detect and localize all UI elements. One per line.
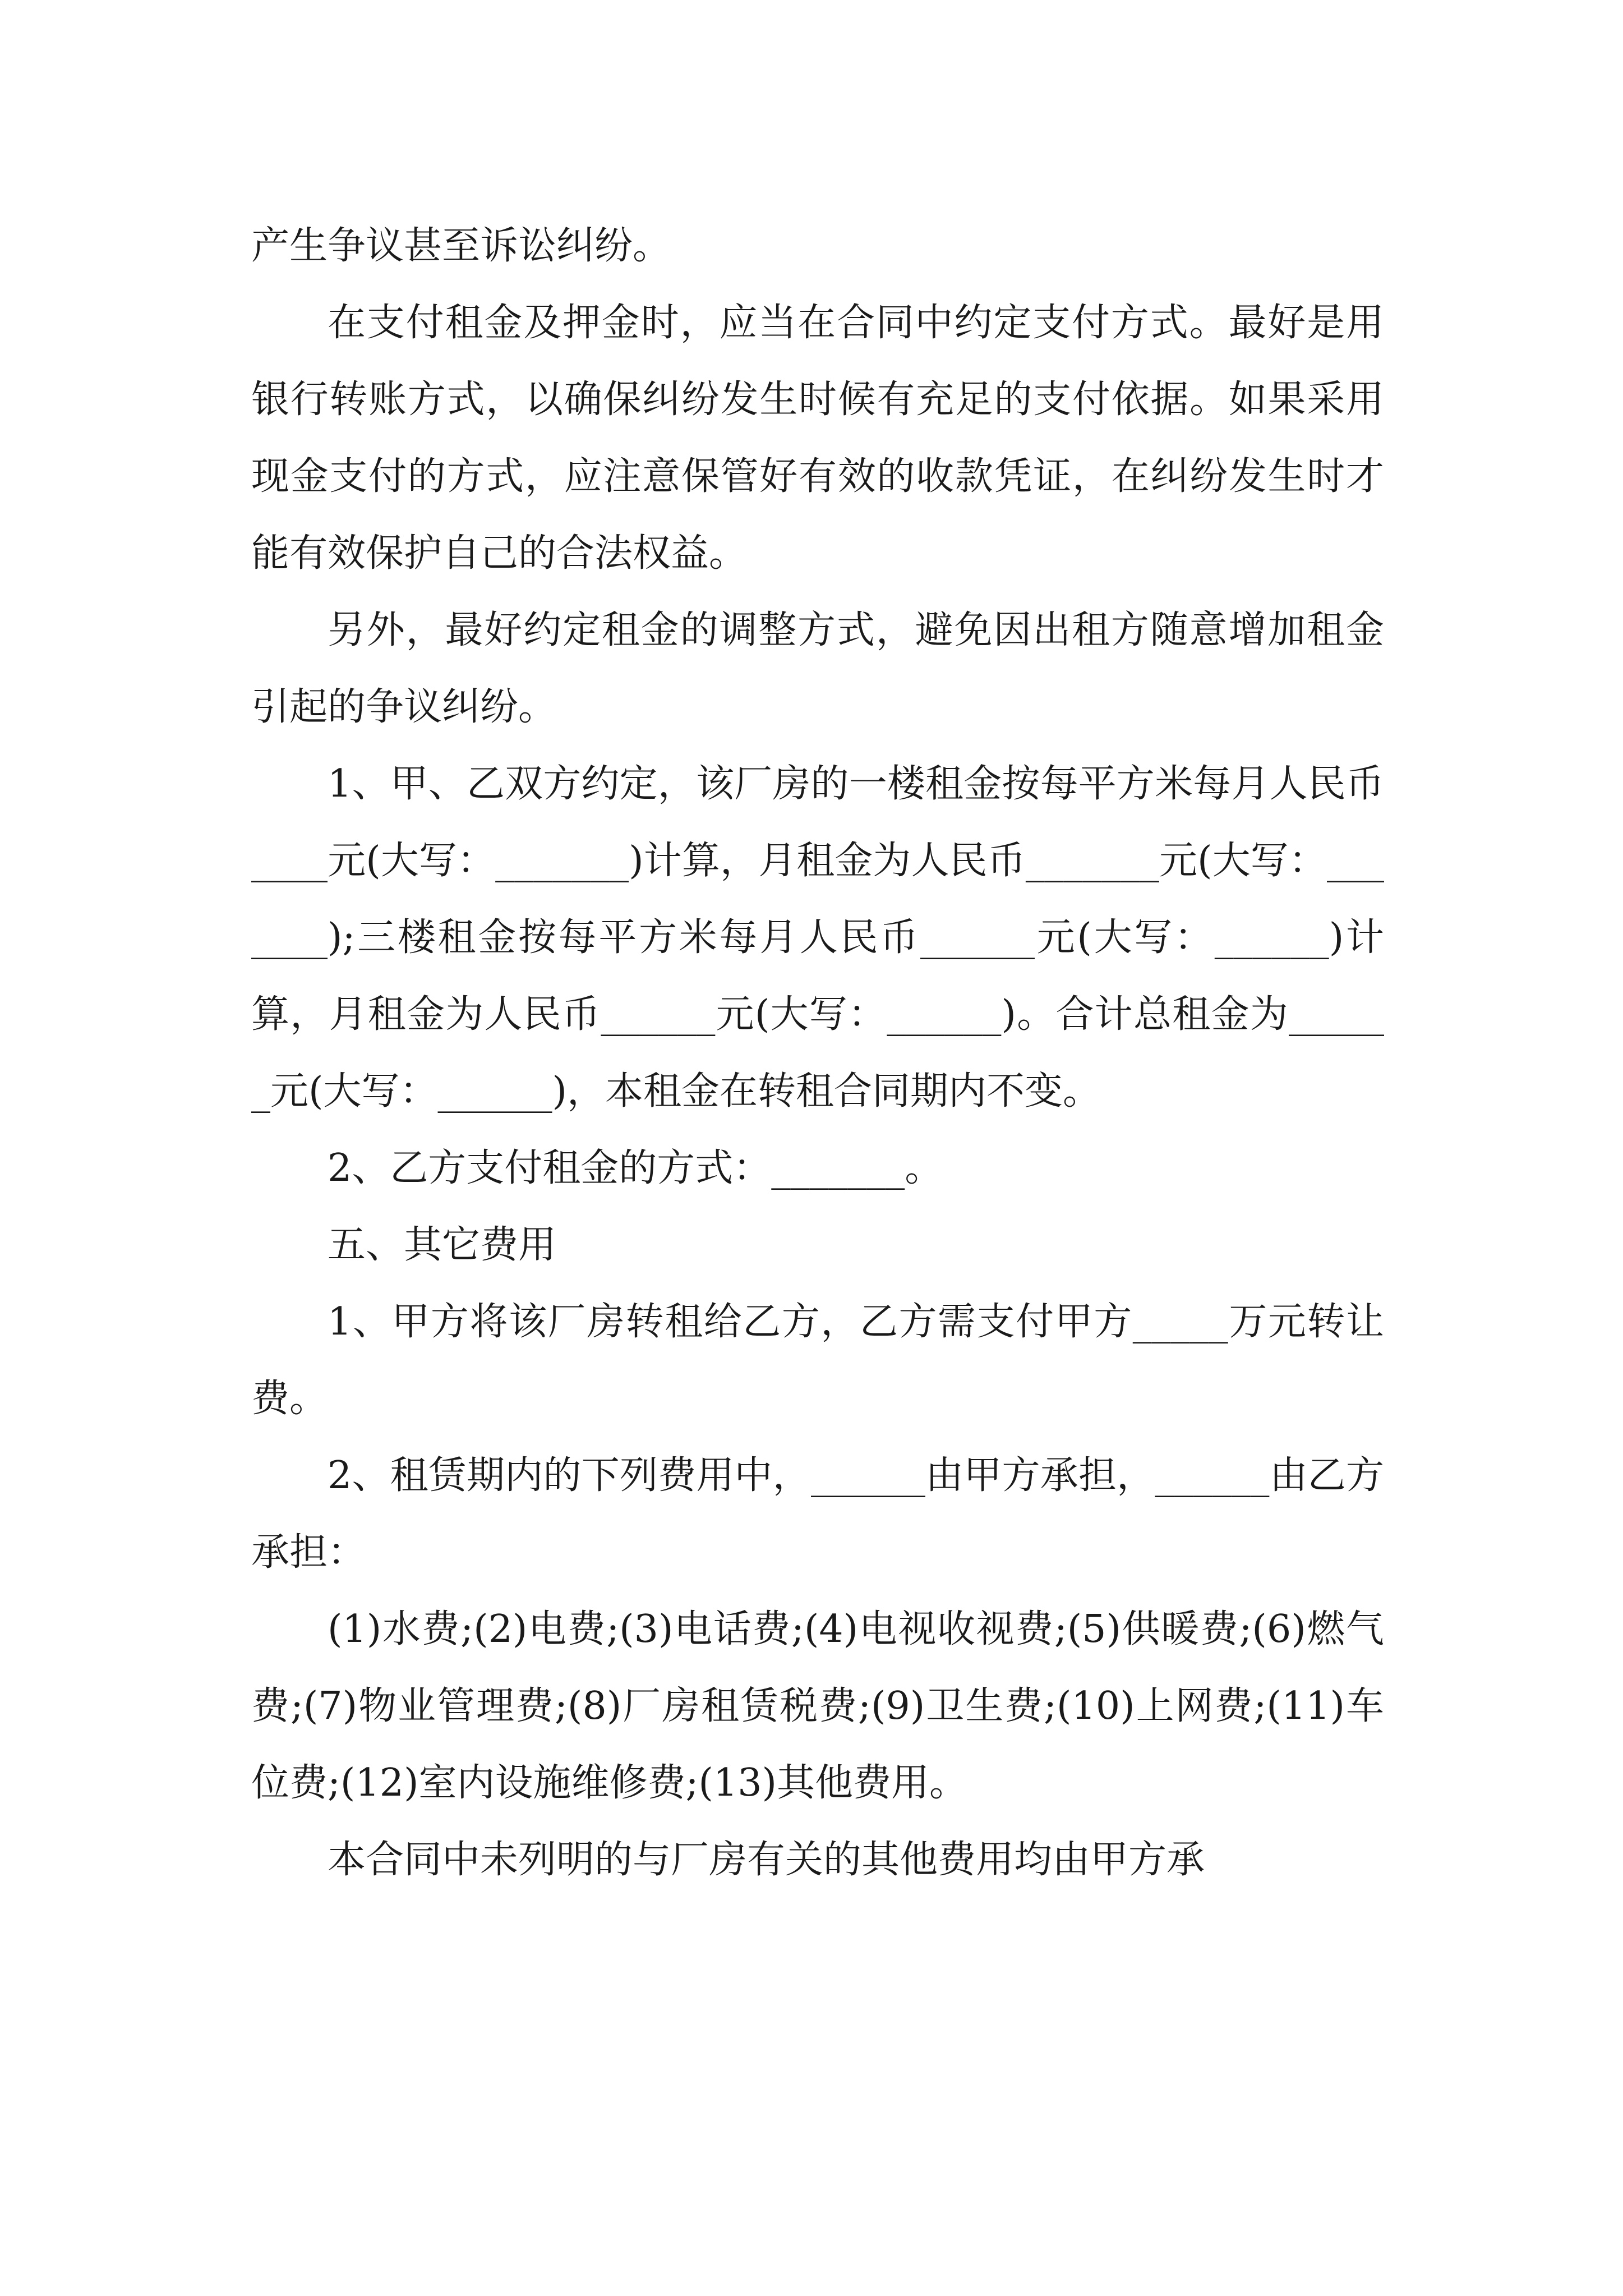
paragraph-unlisted-fees: 本合同中未列明的与厂房有关的其他费用均由甲方承 (328, 1838, 1205, 1882)
clause-transfer-fee: 1、甲方将该厂房转租给乙方，乙方需支付甲方_____万元转让费。 (251, 1300, 1384, 1421)
clause-rent-amount: 1、甲、乙双方约定，该厂房的一楼租金按每平方米每月人民币____元(大写：_______)计算，月租金为人民币_______元(大写：_______);三楼租金按每平方米每月人民币______元(大写：______)计算，月租金为人民币______元(大写：______)。合计总租金为______元(大写：______)，本租金在转租合同期内不变。 (251, 762, 1384, 1114)
paragraph-payment-method-advice: 在支付租金及押金时，应当在合同中约定支付方式。最好是用银行转账方式，以确保纠纷发生时候有充足的支付依据。如果采用现金支付的方式，应注意保管好有效的收款凭证，在纠纷发生时才能有效保护自己的合法权益。 (251, 301, 1384, 576)
section-heading-other-fees: 五、其它费用 (328, 1223, 557, 1267)
fee-list: (1)水费;(2)电费;(3)电话费;(4)电视收视费;(5)供暖费;(6)燃气费;(7)物业管理费;(8)厂房租赁税费;(9)卫生费;(10)上网费;(11)车位费;(12)室内设施维修费;(13)其他费用。 (251, 1607, 1384, 1805)
paragraph-rent-adjustment-advice: 另外，最好约定租金的调整方式，避免因出租方随意增加租金引起的争议纠纷。 (251, 608, 1384, 729)
clause-rent-payment-method: 2、乙方支付租金的方式：_______。 (328, 1146, 943, 1190)
document-page (251, 208, 1384, 1898)
paragraph-dispute-ending: 产生争议甚至诉讼纠纷。 (251, 224, 671, 268)
clause-fee-allocation: 2、租赁期内的下列费用中，______由甲方承担，______由乙方承担： (251, 1453, 1384, 1575)
